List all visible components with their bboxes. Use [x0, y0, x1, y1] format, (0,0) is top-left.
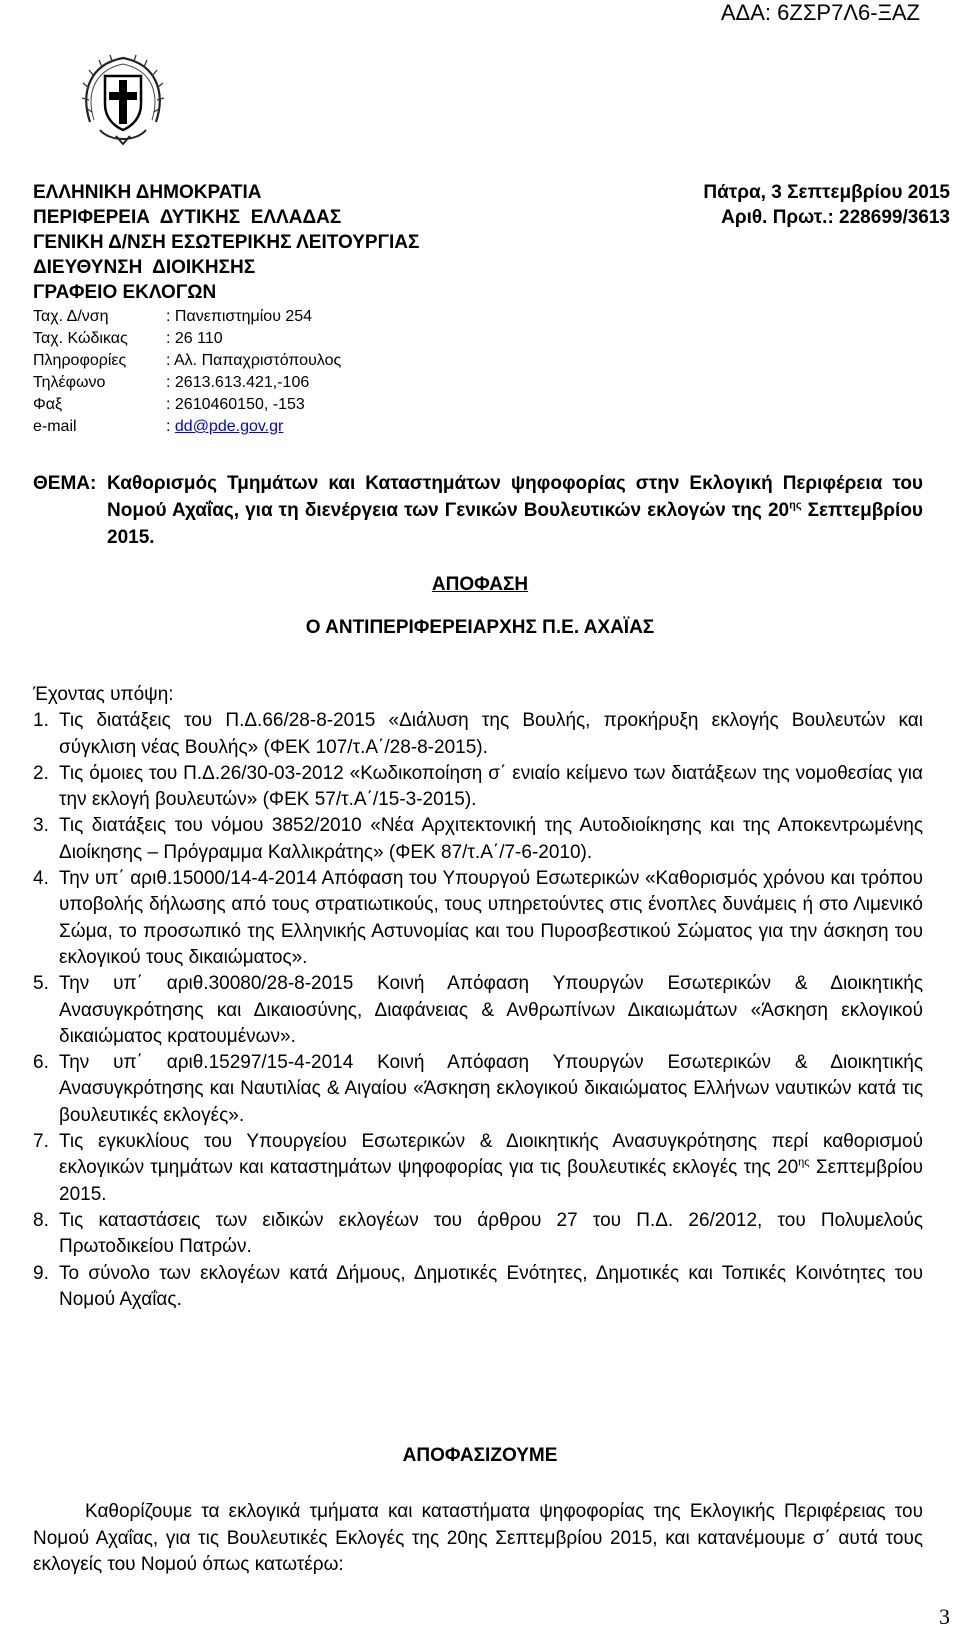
closing-paragraph: Καθορίζουμε τα εκλογικά τμήματα και καταστήματα ψηφοφορίας της Εκλογικής Περιφέρειας του Νομού Αχαΐας, για τις Βουλευτικές Εκλογές της 20ης Σεπτεμβρίου 2015, και κατανέμουμε σ΄ αυτά τους εκλογείς του Νομού όπως κατωτέρω: [33, 1501, 923, 1575]
contact-row [33, 372, 341, 394]
document-meta [703, 180, 950, 230]
list-item [33, 761, 923, 814]
item-number: 5. [33, 973, 49, 995]
issuing-authority [33, 180, 419, 305]
item-number: 8. [33, 1209, 49, 1231]
list-item [33, 1261, 923, 1314]
header-line: ΠΕΡΙΦΕΡΕΙΑ ΔΥΤΙΚΗΣ ΕΛΛΑΔΑΣ [33, 207, 342, 228]
list-item [33, 866, 923, 971]
considering-heading: Έχοντας υπόψη: [33, 684, 174, 705]
list-item [33, 708, 923, 761]
item-number: 1. [33, 710, 49, 732]
contact-row [33, 394, 341, 416]
subject-ordinal: ης [789, 499, 802, 512]
contact-row [33, 350, 341, 372]
contact-label: Ταχ. Δ/νση [33, 308, 109, 325]
document-date: Πάτρα, 3 Σεπτεμβρίου 2015 [703, 182, 950, 203]
item-text-end: Σεπτεμβρίου 2015. [59, 1157, 923, 1205]
item-text [59, 1129, 923, 1208]
contact-value: : 26 110 [166, 330, 223, 347]
subject-label: ΘΕΜΑ: [33, 473, 97, 494]
item-text: Τις διατάξεις του Π.Δ.66/28-8-2015 «Διάλυση της Βουλής, προκήρυξη εκλογής Βουλευτών και σύγκλιση νέας Βουλής» (ΦΕΚ 107/τ.Α΄/28-8-2015). [59, 710, 923, 758]
header-line: ΕΛΛΗΝΙΚΗ ΔΗΜΟΚΡΑΤΙΑ [33, 182, 262, 203]
subject-text [107, 470, 923, 551]
item-number: 9. [33, 1262, 49, 1284]
official-title: Ο ΑΝΤΙΠΕΡΙΦΕΡΕΙΑΡΧΗΣ Π.Ε. ΑΧΑΪΑΣ [305, 617, 655, 638]
page-number: 3 [939, 1604, 950, 1629]
header-line: ΔΙΕΥΘΥΝΣΗ ΔΙΟΙΚΗΣΗΣ [33, 257, 256, 278]
list-item [33, 813, 923, 866]
subject-text-main: Καθορισμός Τμημάτων και Καταστημάτων ψηφοφορίας στην Εκλογική Περιφέρεια του Νομού Αχαΐας, για τη διενέργεια των Γενικών Βουλευτικών εκλογών της 20 [107, 473, 923, 521]
item-text: Τις καταστάσεις των ειδικών εκλογέων του άρθρου 27 του Π.Δ. 26/2012, του Πολυμελούς Πρωτοδικείου Πατρών. [59, 1209, 923, 1258]
contact-label: Ταχ. Κώδικας [33, 330, 128, 347]
ada-code: ΑΔΑ: 6ΖΣΡ7Λ6-ΞΑΖ [720, 0, 920, 25]
decision-title: ΑΠΟΦΑΣΗ [431, 574, 529, 595]
contact-value: : Πανεπιστημίου 254 [166, 308, 313, 325]
item-number: 3. [33, 815, 49, 837]
considerations-list [33, 708, 923, 1313]
contact-row [33, 306, 341, 328]
contact-label: Φαξ [33, 396, 63, 413]
contact-details [33, 306, 341, 438]
list-item [33, 1050, 923, 1129]
header-line: ΓΡΑΦΕΙΟ ΕΚΛΟΓΩΝ [33, 282, 217, 303]
considerations [33, 682, 923, 1313]
list-item [33, 1208, 923, 1261]
greek-state-emblem-icon [80, 52, 166, 152]
contact-row [33, 328, 341, 350]
contact-row-email [33, 416, 341, 438]
contact-label: Τηλέφωνο [33, 374, 106, 391]
contact-value: : 2613.613.421,-106 [166, 374, 310, 391]
email-prefix: : [166, 418, 175, 435]
protocol-number: Αριθ. Πρωτ.: 228699/3613 [721, 207, 950, 228]
item-text: Την υπ΄ αριθ.15297/15-4-2014 Κοινή Απόφαση Υπουργών Εσωτερικών & Διοικητικής Ανασυγκρότησης και Ναυτιλίας & Αιγαίου «Άσκηση εκλογικού δικαιώματος Ελλήνων ναυτικών κατά τις βουλευτικές εκλογές». [59, 1052, 923, 1126]
list-item [33, 1129, 923, 1208]
subject-text-end: Σεπτεμβρίου 2015. [107, 500, 923, 548]
item-number: 6. [33, 1052, 49, 1074]
item-ordinal: ης [798, 1157, 810, 1170]
list-item [33, 971, 923, 1050]
item-number: 4. [33, 868, 49, 890]
item-text: Την υπ΄ αριθ.30080/28-8-2015 Κοινή Απόφαση Υπουργών Εσωτερικών & Διοικητικής Ανασυγκρότησης και Δικαιοσύνης, Διαφάνειας & Ανθρωπίνων Δικαιωμάτων «Άσκηση εκλογικού δικαιώματος κρατουμένων». [59, 973, 923, 1047]
item-text: Την υπ΄ αριθ.15000/14-4-2014 Απόφαση του Υπουργού Εσωτερικών «Καθορισμός χρόνου και τρόπου υποβολής δήλωσης από τους στρατιωτικούς, τους υπηρετούντες στις ένοπλες δυνάμεις ή στο Λιμενικό Σώμα, το προσωπικό της Ελληνικής Αστυνομίας και του Πυροσβεστικού Σώματος για την άσκηση του εκλογικού τους δικαιώματος». [59, 868, 923, 968]
item-number: 7. [33, 1131, 49, 1153]
email-link[interactable]: dd@pde.gov.gr [174, 418, 284, 435]
item-text: Τις διατάξεις του νόμου 3852/2010 «Νέα Αρχιτεκτονική της Αυτοδιοίκησης και της Αποκεντρωμένης Διοίκησης – Πρόγραμμα Καλλικράτης» (ΦΕΚ 87/τ.Α΄/7-6-2010). [59, 815, 923, 863]
contact-label: Πληροφορίες [33, 352, 127, 369]
item-text-main: Τις εγκυκλίους του Υπουργείου Εσωτερικών & Διοικητικής Ανασυγκρότησης περί καθορισμού εκλογικών τμημάτων και καταστημάτων ψηφοφορίας για τις βουλευτικές εκλογές της 20 [59, 1131, 923, 1179]
item-number: 2. [33, 762, 49, 784]
contact-value: : Αλ. Παπαχριστόπουλος [166, 352, 342, 369]
contact-value: : 2610460150, -153 [166, 396, 305, 413]
subject [33, 470, 923, 551]
item-text: Τις όμοιες του Π.Δ.26/30-03-2012 «Κωδικοποίηση σ΄ ενιαίο κείμενο των διατάξεων της νομοθεσίας για την εκλογή βουλευτών» (ΦΕΚ 57/τ.Α΄/15-3-2015). [59, 762, 923, 811]
item-text: Το σύνολο των εκλογέων κατά Δήμους, Δημοτικές Ενότητες, Δημοτικές και Τοπικές Κοινότητες του Νομού Αχαΐας. [59, 1262, 923, 1310]
decide-title: ΑΠΟΦΑΣΙΖΟΥΜΕ [402, 1445, 558, 1466]
contact-label: e-mail [33, 418, 77, 435]
header-line: ΓΕΝΙΚΗ Δ/ΝΣΗ ΕΣΩΤΕΡΙΚΗΣ ΛΕΙΤΟΥΡΓΙΑΣ [33, 232, 420, 253]
